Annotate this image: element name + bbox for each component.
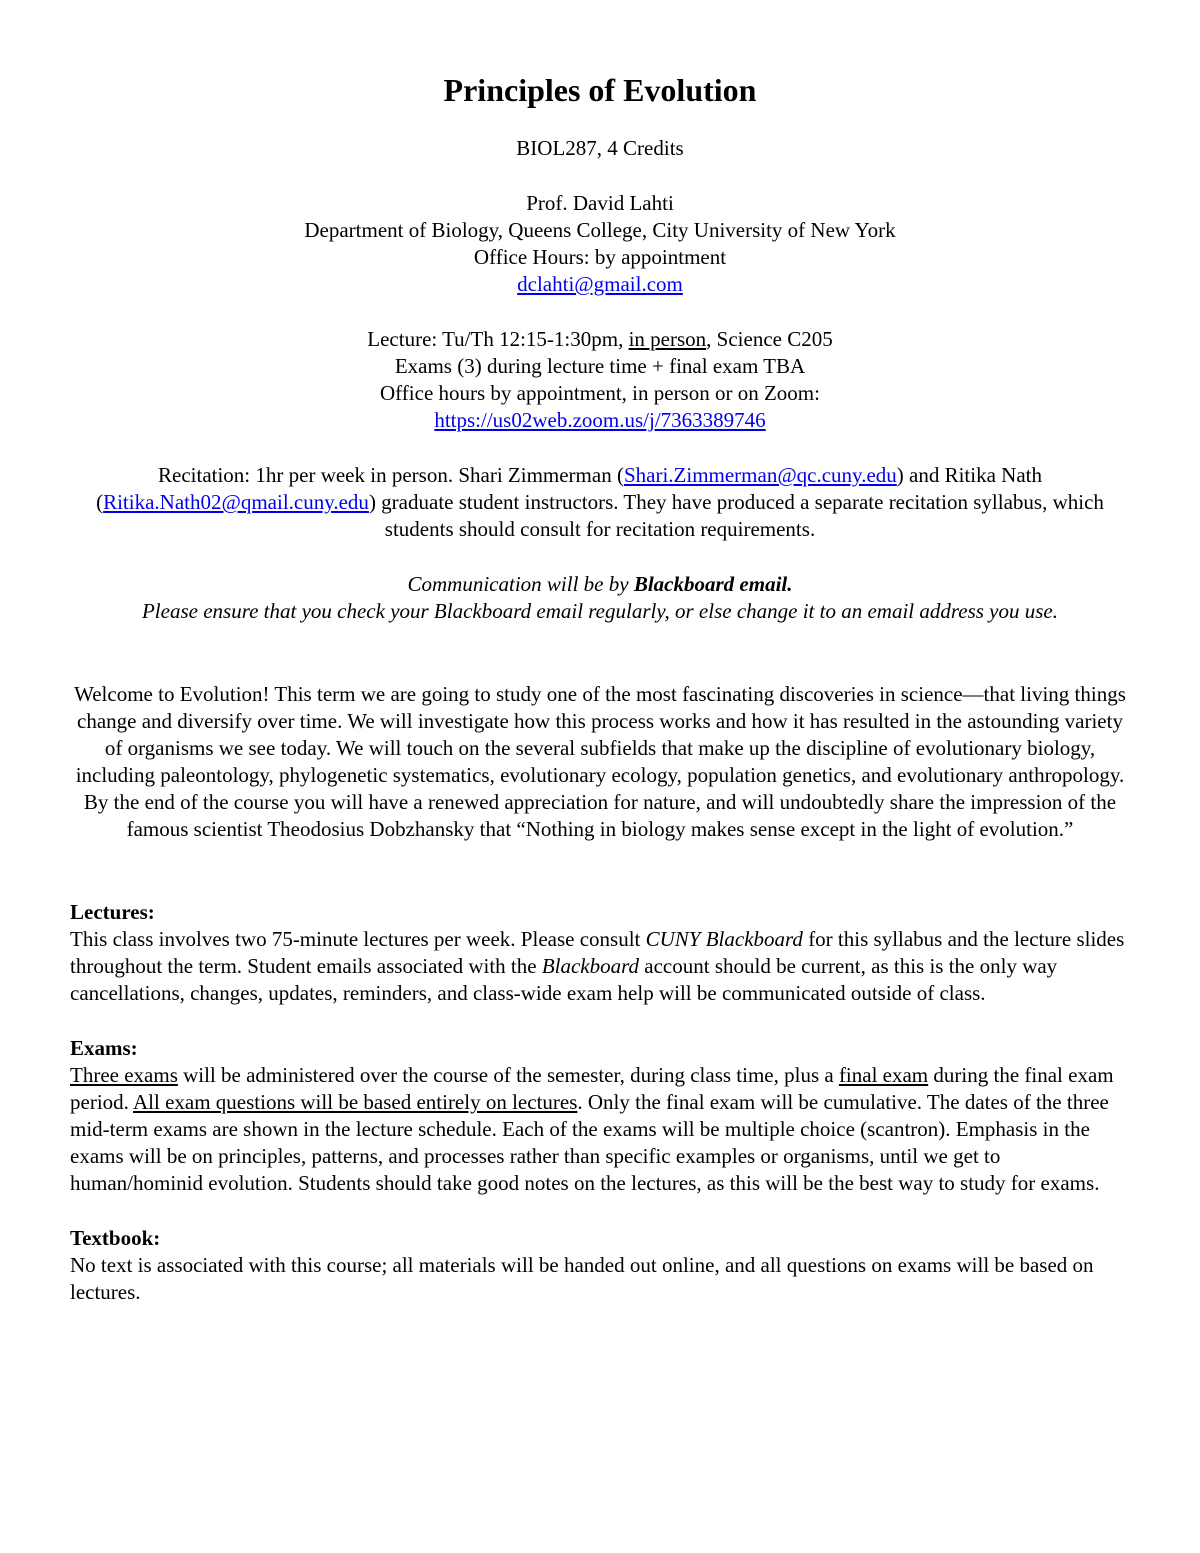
lecture-exams: Exams (3) during lecture time + final exam TBA bbox=[394, 354, 806, 378]
zoom-link[interactable]: https://us02web.zoom.us/j/7363389746 bbox=[434, 408, 766, 432]
textbook-section bbox=[70, 1225, 1130, 1306]
instructor-email-link[interactable]: dclahti@gmail.com bbox=[517, 272, 683, 296]
exams-section bbox=[70, 1035, 1130, 1197]
lecture-mode: in person bbox=[628, 327, 707, 351]
communication-channel: Blackboard email. bbox=[633, 572, 793, 596]
recitation-paragraph bbox=[70, 462, 1130, 543]
page-title: Principles of Evolution bbox=[443, 72, 757, 108]
recitation-email-link-1[interactable]: Shari.Zimmerman@qc.cuny.edu bbox=[623, 463, 897, 487]
recitation-text-1: Recitation: 1hr per week in person. Shari Zimmerman ( bbox=[158, 463, 624, 487]
exams-text-final-exam: final exam bbox=[838, 1063, 929, 1087]
recitation-text-3: ) graduate student instructors. They have produced a separate recitation syllabus, which students should consult for recitation requirements. bbox=[368, 490, 1104, 541]
exams-heading: Exams: bbox=[70, 1036, 138, 1060]
lectures-section bbox=[70, 899, 1130, 1007]
lecture-office-hours: Office hours by appointment, in person or on Zoom: bbox=[380, 381, 820, 405]
recitation-email-link-2[interactable]: Ritika.Nath02@qmail.cuny.edu bbox=[103, 490, 369, 514]
exams-text-lectures-only: All exam questions will be based entirely on lectures bbox=[133, 1090, 578, 1114]
communication-line-2: Please ensure that you check your Blackboard email regularly, or else change it to an email address you use. bbox=[141, 599, 1058, 623]
welcome-paragraph: Welcome to Evolution! This term we are going to study one of the most fascinating discoveries in science—that living things change and diversify over time. We will investigate how this process works and how it has resulted in the astounding variety of organisms we see today. We will touch on the several subfields that make up the discipline of evolutionary biology, including paleontology, phylogenetic systematics, evolutionary ecology, population genetics, and evolutionary anthropology. By the end of the course you will have a renewed appreciation for nature, and will undoubtedly share the impression of the famous scientist Theodosius Dobzhansky that “Nothing in biology makes sense except in the light of evolution.” bbox=[74, 682, 1126, 841]
instructor-department: Department of Biology, Queens College, City University of New York bbox=[304, 218, 896, 242]
lectures-text-blackboard: Blackboard bbox=[541, 954, 640, 978]
course-code: BIOL287, 4 Credits bbox=[516, 136, 684, 160]
lectures-text-3: for this syllabus and the lecture slides throughout the term. Student emails associated with the bbox=[70, 927, 1125, 978]
lecture-prefix: Lecture: Tu/Th 12:15-1:30pm, bbox=[367, 327, 629, 351]
exams-text-6: . Only the final exam will be cumulative. The dates of the three mid-term exams are shown in the lecture schedule. Each of the exams will be multiple choice (scantron). Emphasis in the exams will be on principles, patterns, and processes rather than specific examples or organisms, until we get to human/hominid evolution. Students should take good notes on the lectures, as this will be the best way to study for exams. bbox=[70, 1090, 1109, 1195]
lectures-text-cuny-blackboard: CUNY Blackboard bbox=[645, 927, 803, 951]
exams-text bbox=[70, 1062, 1130, 1197]
lectures-text-1: This class involves two 75-minute lectures per week. Please consult bbox=[70, 927, 646, 951]
instructor-name: Prof. David Lahti bbox=[526, 191, 674, 215]
instructor-block bbox=[70, 190, 1130, 298]
lecture-block bbox=[70, 326, 1130, 434]
lecture-suffix: , Science C205 bbox=[706, 327, 833, 351]
communication-block bbox=[70, 571, 1130, 625]
communication-prefix: Communication will be by bbox=[407, 572, 634, 596]
exams-text-4: during the final exam period. bbox=[70, 1063, 1114, 1114]
lecture-info bbox=[70, 326, 1130, 353]
exams-text-three-exams: Three exams bbox=[70, 1063, 178, 1087]
lectures-text-5: account should be current, as this is the only way cancellations, changes, updates, reminders, and class-wide exam help will be communicated outside of class. bbox=[70, 954, 1058, 1005]
textbook-heading: Textbook: bbox=[70, 1226, 161, 1250]
syllabus-page bbox=[70, 70, 1130, 1306]
textbook-text: No text is associated with this course; all materials will be handed out online, and all questions on exams will be based on lectures. bbox=[70, 1253, 1094, 1304]
communication-line-1 bbox=[70, 571, 1130, 598]
lectures-text bbox=[70, 926, 1130, 1007]
recitation-text-2: ) and Ritika Nath ( bbox=[96, 463, 1042, 514]
instructor-office-hours: Office Hours: by appointment bbox=[473, 245, 727, 269]
exams-text-2: will be administered over the course of the semester, during class time, plus a bbox=[177, 1063, 839, 1087]
lectures-heading: Lectures: bbox=[70, 900, 155, 924]
